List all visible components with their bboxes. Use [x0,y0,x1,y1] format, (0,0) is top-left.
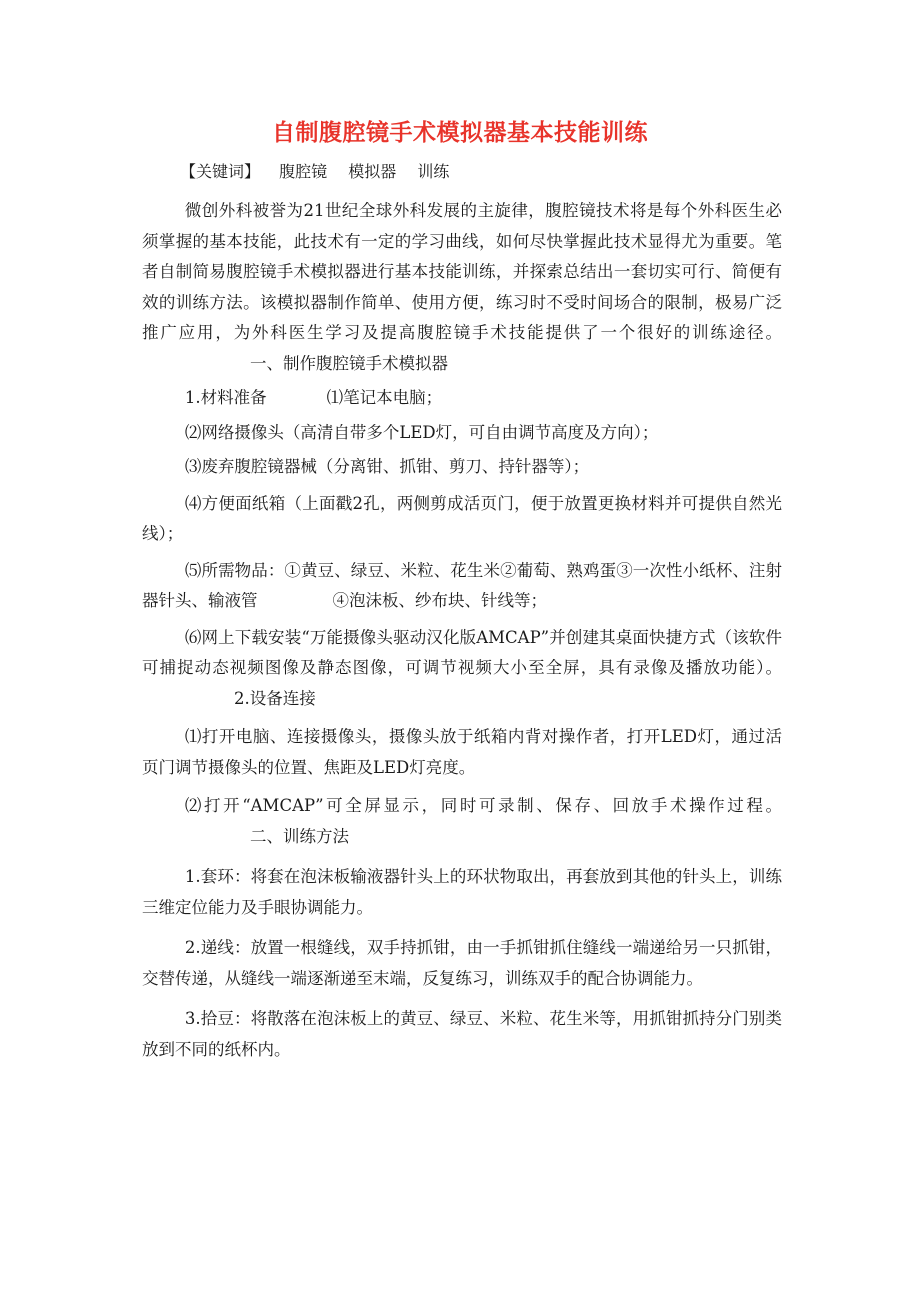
intro-paragraph [142,196,782,379]
document-title: 自制腹腔镜手术模拟器基本技能训练 [272,120,648,146]
material-item-6 [142,623,782,715]
keyword-item: 腹腔镜 [279,162,328,181]
connect-heading: 2.设备连接 [234,688,316,708]
training-step-3: 3.拾豆：将散落在泡沫板上的黄豆、绿豆、米粒、花生米等，用抓钳抓持分门别类放到不同的纸杯内。 [142,1009,782,1059]
keyword-item: 训练 [417,162,450,181]
keywords-line [180,160,465,184]
materials-heading: 1.材料准备 [184,388,267,407]
material-item-1: ⑴笔记本电脑； [326,388,443,407]
material-item-6-text: ⑹网上下载安装“万能摄像头驱动汉化版AMCAP”并创建其桌面快捷方式（该软件可捕捉动态视频图像及静态图像，可调节视频大小至全屏，具有录像及播放功能）。 [142,627,782,677]
material-item-5 [142,556,782,617]
keyword-item: 模拟器 [348,162,397,181]
training-step-2: 2.递线：放置一根缝线，双手持抓钳，由一手抓钳抓住缝线一端递给另一只抓钳，交替传递，从缝线一端逐渐递至末端，反复练习，训练双手的配合协调能力。 [142,938,782,988]
training-step-1: 1.套环：将套在泡沫板输液器针头上的环状物取出，再套放到其他的针头上，训练三维定位能力及手眼协调能力。 [142,867,782,917]
material-item-4: ⑷方便面纸箱（上面戳2孔，两侧剪成活页门，便于放置更换材料并可提供自然光线）； [142,493,782,543]
intro-text: 微创外科被誉为21世纪全球外科发展的主旋律，腹腔镜技术将是每个外科医生必须掌握的基本技能，此技术有一定的学习曲线，如何尽快掌握此技术显得尤为重要。笔者自制简易腹腔镜手术模拟器进行基本技能训练，并探索总结出一套切实可行、简便有效的训练方法。该模拟器制作简单、使用方便，练习时不受时间场合的限制，极易广泛推广应用，为外科医生学习及提高腹腔镜手术技能提供了一个很好的训练途径。 [142,201,782,342]
material-item-5a: ⑸所需物品：①黄豆、绿豆、米粒、花生米②葡萄、熟鸡蛋③一次性小纸杯、注射器针头、输液管 [142,560,782,610]
connect-step-1: ⑴打开电脑、连接摄像头，摄像头放于纸箱内背对操作者，打开LED灯，通过活页门调节摄像头的位置、焦距及LED灯亮度。 [142,727,782,777]
material-item-5b: ④泡沫板、纱布块、针线等； [332,591,547,610]
material-item-3: ⑶废弃腹腔镜器械（分离钳、抓钳、剪刀、持针器等）； [184,457,590,476]
connect-step-2 [142,791,782,852]
document-body [142,196,782,1065]
material-item-2: ⑵网络摄像头（高清自带多个LED灯，可自由调节高度及方向）； [184,422,659,442]
connect-step-2-text: ⑵打开“AMCAP”可全屏显示，同时可录制、保存、回放手术操作过程。 [184,796,782,815]
materials-paragraph [142,383,782,414]
section-heading-2: 二、训练方法 [250,826,349,846]
keywords-label: 【关键词】 [180,162,261,181]
section-heading-1: 一、制作腹腔镜手术模拟器 [250,353,448,373]
